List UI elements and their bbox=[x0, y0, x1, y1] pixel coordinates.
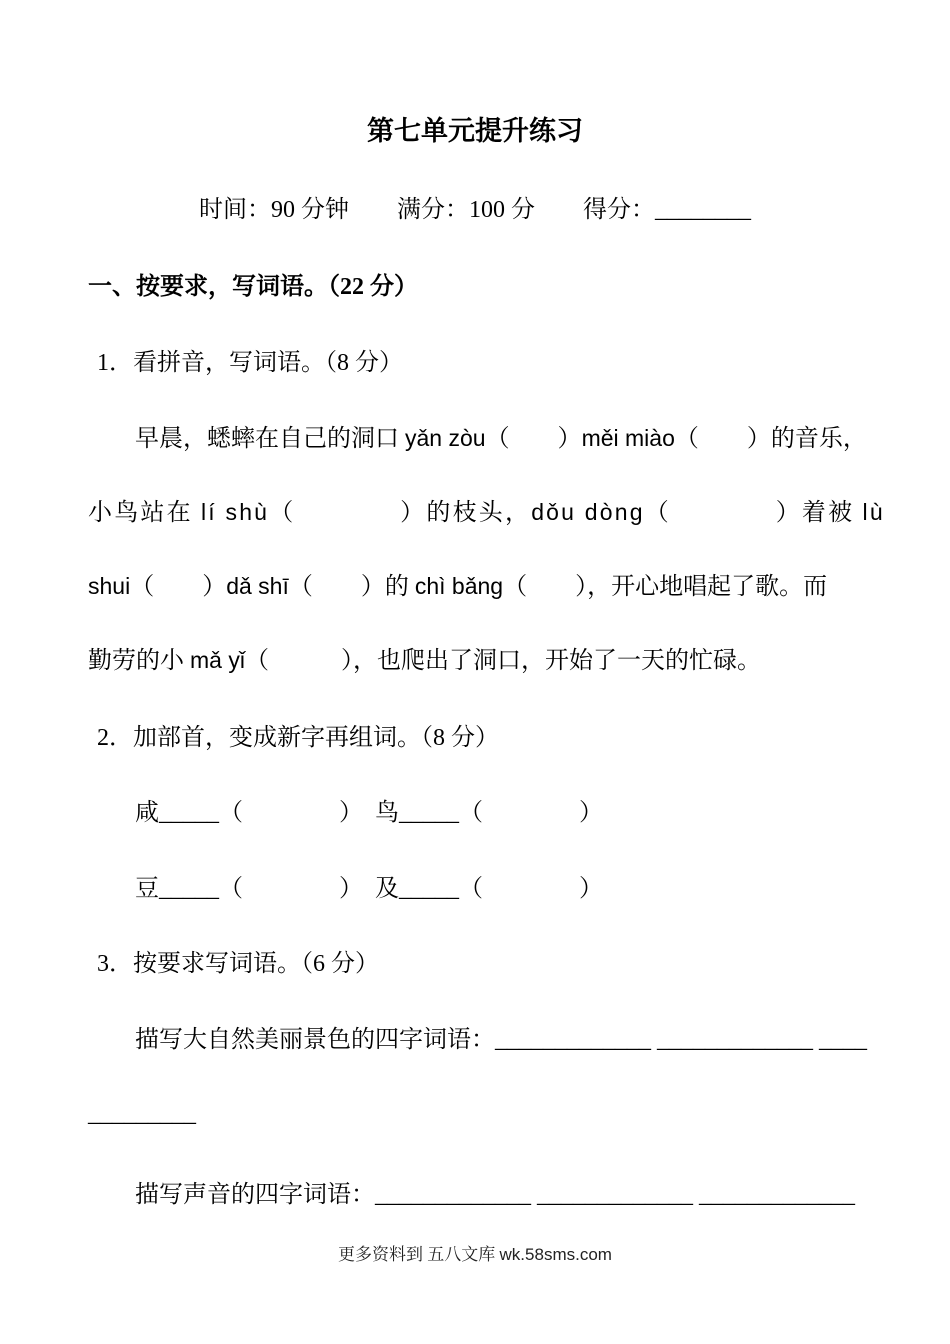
question-2-row-2: 豆_____（ ） 及_____（ ） bbox=[135, 876, 603, 902]
pinyin-text: měi miào bbox=[581, 425, 675, 451]
chinese-text: 勤劳的小 bbox=[88, 648, 190, 674]
question-3-label: 3．按要求写词语。（6 分） bbox=[97, 951, 379, 977]
chinese-text: （ ）的枝头， bbox=[269, 500, 532, 526]
pinyin-text: yǎn zòu bbox=[405, 425, 486, 451]
exam-full-score: 满分：100 分 bbox=[397, 197, 535, 223]
chinese-text: （ ）的 bbox=[288, 574, 415, 600]
pinyin-text: chì bǎng bbox=[414, 573, 504, 599]
exam-score bbox=[583, 193, 751, 227]
question-1-label: 1．看拼音，写词语。（8 分） bbox=[97, 350, 403, 376]
pinyin-text: dǒu dòng bbox=[531, 499, 645, 525]
chinese-text: （ ）着被 bbox=[644, 500, 863, 526]
chinese-text: 更多资料到 五八文库 bbox=[338, 1245, 500, 1264]
pinyin-text: wk.58sms.com bbox=[499, 1245, 612, 1264]
exam-info-row bbox=[0, 193, 950, 227]
chinese-text: （ ）的音乐， bbox=[674, 426, 867, 452]
question-2-row-1: 咸_____（ ） 鸟_____（ ） bbox=[135, 800, 603, 826]
pinyin-text: shui bbox=[88, 573, 131, 599]
question-3-nature-prompt-continuation: _________ bbox=[88, 1101, 196, 1127]
page-title: 第七单元提升练习 bbox=[367, 116, 583, 146]
chinese-text: （ ） bbox=[130, 574, 227, 600]
passage-line-2 bbox=[88, 495, 885, 530]
passage-line-4 bbox=[88, 643, 761, 678]
section-one-heading: 一、按要求，写词语。（22 分） bbox=[88, 274, 418, 300]
chinese-text: 小鸟站在 bbox=[88, 500, 201, 526]
pinyin-text: mǎ yǐ bbox=[190, 647, 245, 673]
score-label: 得分： bbox=[583, 197, 655, 223]
passage-line-3 bbox=[88, 569, 827, 604]
question-3-sound-prompt: 描写声音的四字词语：_____________ _____________ _____________ bbox=[135, 1182, 855, 1208]
chinese-text: ，开心地唱起了歌。而 bbox=[587, 574, 828, 600]
pinyin-text: dǎ shī bbox=[226, 573, 289, 599]
chinese-text: （ ），也爬出了洞口，开始了一天的忙碌。 bbox=[244, 648, 761, 674]
score-blank: ________ bbox=[655, 197, 751, 223]
footer-watermark bbox=[0, 1243, 950, 1267]
chinese-text: （ ） bbox=[503, 574, 588, 600]
chinese-text: （ ） bbox=[485, 426, 582, 452]
chinese-text: 早晨，蟋蟀在自己的洞口 bbox=[135, 426, 405, 452]
exam-time: 时间：90 分钟 bbox=[199, 197, 349, 223]
passage-line-1 bbox=[135, 421, 867, 456]
question-3-nature-prompt: 描写大自然美丽景色的四字词语：_____________ _____________ ____ bbox=[135, 1027, 867, 1053]
pinyin-text: lí shù bbox=[201, 499, 270, 525]
pinyin-text: lù bbox=[862, 499, 885, 525]
question-2-label: 2．加部首，变成新字再组词。（8 分） bbox=[97, 725, 499, 751]
